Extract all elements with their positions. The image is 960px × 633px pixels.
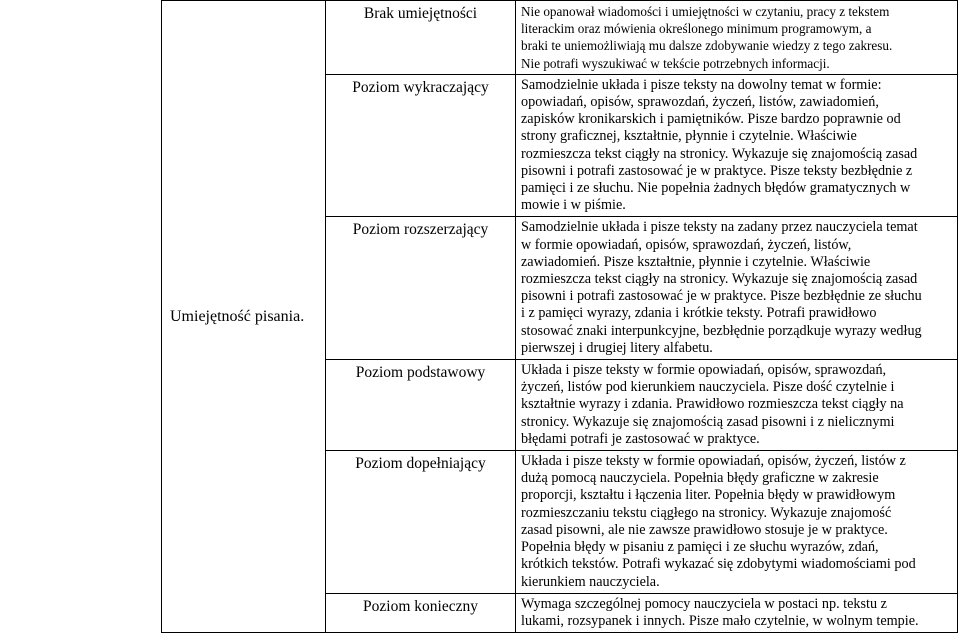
description-line: zasad pisowni, ale nie zawsze prawidłowo stosuje je w praktyce.: [521, 521, 888, 538]
description-line: rozmieszczaniu tekstu ciągłego na stronicy. Wykazuje znajomość: [521, 504, 892, 521]
description-line: w formie opowiadań, opisów, sprawozdań, życzeń, listów,: [521, 236, 852, 253]
level-cell: Poziom podstawowy: [326, 360, 516, 451]
description-cell: [516, 360, 958, 451]
description-line: lukami, rozsypanek i innych. Pisze mało czytelnie, w wolnym tempie.: [521, 612, 919, 629]
table-row: [162, 1, 958, 75]
description-line: i z pamięci wyrazy, zdania i krótkie teksty. Potrafi prawidłowo: [521, 305, 877, 322]
description-line: kierunkiem nauczyciela.: [521, 573, 660, 590]
description-line: stronicy. Wykazuje się znajomością zasad pisowni i z nielicznymi: [521, 413, 895, 430]
description-line: zapisków kronikarskich i pamiętników. Pisze bardzo poprawnie od: [521, 111, 901, 128]
level-cell: Poziom konieczny: [326, 593, 516, 632]
description-cell: [516, 451, 958, 594]
description-line: Nie opanował wiadomości i umiejętności w czytaniu, pracy z tekstem: [521, 4, 890, 19]
description-line: pisowni i potrafi zastosować je w praktyce. Pisze teksty bezbłędnie z: [521, 162, 913, 179]
description-line: proporcji, kształtu i łączenia liter. Popełnia błędy w prawidłowym: [521, 487, 896, 504]
description-line: opowiadań, opisów, sprawozdań, życzeń, listów, zawiadomień,: [521, 94, 879, 111]
description-cell: [516, 1, 958, 75]
description-line: życzeń, listów pod kierunkiem nauczyciela. Pisze dość czytelnie i: [521, 379, 895, 396]
description-line: błędami potrafi je zastosować w praktyce.: [521, 430, 760, 447]
description-line: kształtnie wyrazy i zdania. Prawidłowo rozmieszcza tekst ciągły na: [521, 396, 904, 413]
skill-cell: Umiejętność pisania.: [162, 1, 326, 633]
description-line: Nie potrafi wyszukiwać w tekście potrzebnych informacji.: [521, 55, 830, 71]
level-cell: Poziom dopełniający: [326, 451, 516, 594]
level-cell: Poziom rozszerzający: [326, 217, 516, 360]
description-line: Układa i pisze teksty w formie opowiadań, opisów, sprawozdań,: [521, 362, 887, 379]
description-line: Układa i pisze teksty w formie opowiadań, opisów, życzeń, listów z: [521, 453, 906, 470]
description-line: strony graficznej, kształtnie, płynnie i czytelnie. Właściwie: [521, 128, 857, 145]
description-cell: [516, 74, 958, 217]
description-line: rozmieszcza tekst ciągły na stronicy. Wykazuje się znajomością zasad: [521, 145, 918, 162]
description-line: literackim oraz mówienia określonego minimum programowym, a: [521, 21, 872, 37]
description-line: Samodzielnie układa i pisze teksty na dowolny temat w formie:: [521, 76, 882, 93]
description-line: dużą pomocą nauczyciela. Popełnia błędy graficzne w zakresie: [521, 470, 879, 487]
description-cell: [516, 217, 958, 360]
description-line: mowie i w piśmie.: [521, 197, 626, 214]
description-line: pierwszej i drugiej litery alfabetu.: [521, 339, 713, 356]
level-cell: Poziom wykraczający: [326, 74, 516, 217]
level-cell: Brak umiejętności: [326, 1, 516, 75]
description-line: zawiadomień. Pisze kształtnie, płynnie i czytelnie. Właściwie: [521, 253, 871, 270]
description-line: Popełnia błędy w pisaniu z pamięci i ze słuchu wyrazów, zdań,: [521, 539, 879, 556]
description-line: stosować znaki interpunkcyjne, bezbłędnie porządkuje wyrazy według: [521, 322, 922, 339]
description-line: pisowni i potrafi zastosować je w praktyce. Pisze bezbłędnie ze słuchu: [521, 288, 922, 305]
description-cell: [516, 593, 958, 632]
description-line: krótkich tekstów. Potrafi wykazać się zdobytymi wiadomościami pod: [521, 556, 916, 573]
description-line: Samodzielnie układa i pisze teksty na zadany przez nauczyciela temat: [521, 219, 918, 236]
description-line: rozmieszcza tekst ciągły na stronicy. Wykazuje się znajomością zasad: [521, 271, 918, 288]
description-line: pamięci i ze słuchu. Nie popełnia żadnych błędów gramatycznych w: [521, 180, 911, 197]
description-line: braki te uniemożliwiają mu dalsze zdobywanie wiedzy z tego zakresu.: [521, 38, 893, 54]
criteria-table: [161, 0, 958, 633]
description-line: Wymaga szczególnej pomocy nauczyciela w postaci np. tekstu z: [521, 595, 887, 612]
